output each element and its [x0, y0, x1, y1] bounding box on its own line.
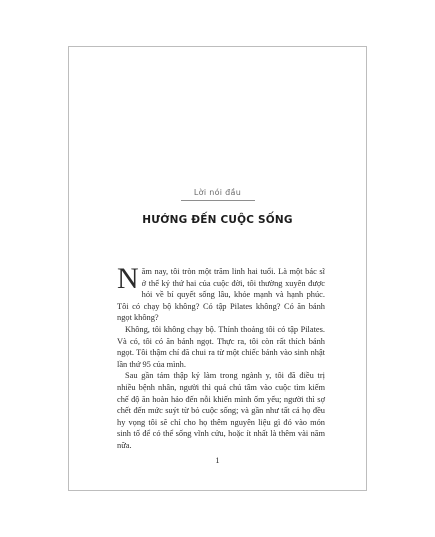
- paragraph-1: [117, 262, 325, 324]
- paragraph-1-text: ăm nay, tôi tròn một trăm linh hai tuổi. Là một bác sĩ ở thế kỷ thứ hai của cuộc đời, tôi thường xuyên được hỏi về bí quyết sống lâu, khỏe mạnh và hạnh phúc. Tôi có chạy bộ không? Có tập Pilates không? Có ăn bánh ngọt không?: [117, 267, 325, 323]
- chapter-title: HƯỚNG ĐẾN CUỘC SỐNG: [142, 214, 293, 226]
- kicker-underline: [181, 200, 255, 201]
- section-kicker: Lời nói đầu: [193, 188, 242, 197]
- body-text: [117, 262, 325, 452]
- page-number: 1: [215, 456, 220, 465]
- paragraph-3: Sau gần tám thập kỷ làm trong ngành y, tôi đã điều trị nhiều bệnh nhân, người thì quá chú tâm vào cuộc tìm kiếm chế độ ăn hoàn hảo đến nỗi khiến mình ốm yếu; người thì sợ chết đến mức suýt từ bỏ cuộc sống; và gần như tất cả họ đều hy vọng tôi sẽ chỉ cho họ thêm nguyên liệu gì đó vào món sinh tố để có thể sống vĩnh cửu, hoặc ít nhất là thêm vài năm nữa.: [117, 371, 325, 450]
- book-page: [68, 46, 367, 491]
- drop-cap: N: [117, 262, 139, 295]
- paragraph-2: Không, tôi không chạy bộ. Thỉnh thoảng tôi có tập Pilates. Và có, tôi có ăn bánh ngọt. Thực ra, tôi còn rất thích bánh ngọt. Tôi thậm chí đã chui ra từ một chiếc bánh vào sinh nhật lần thứ 95 của mình.: [117, 324, 325, 369]
